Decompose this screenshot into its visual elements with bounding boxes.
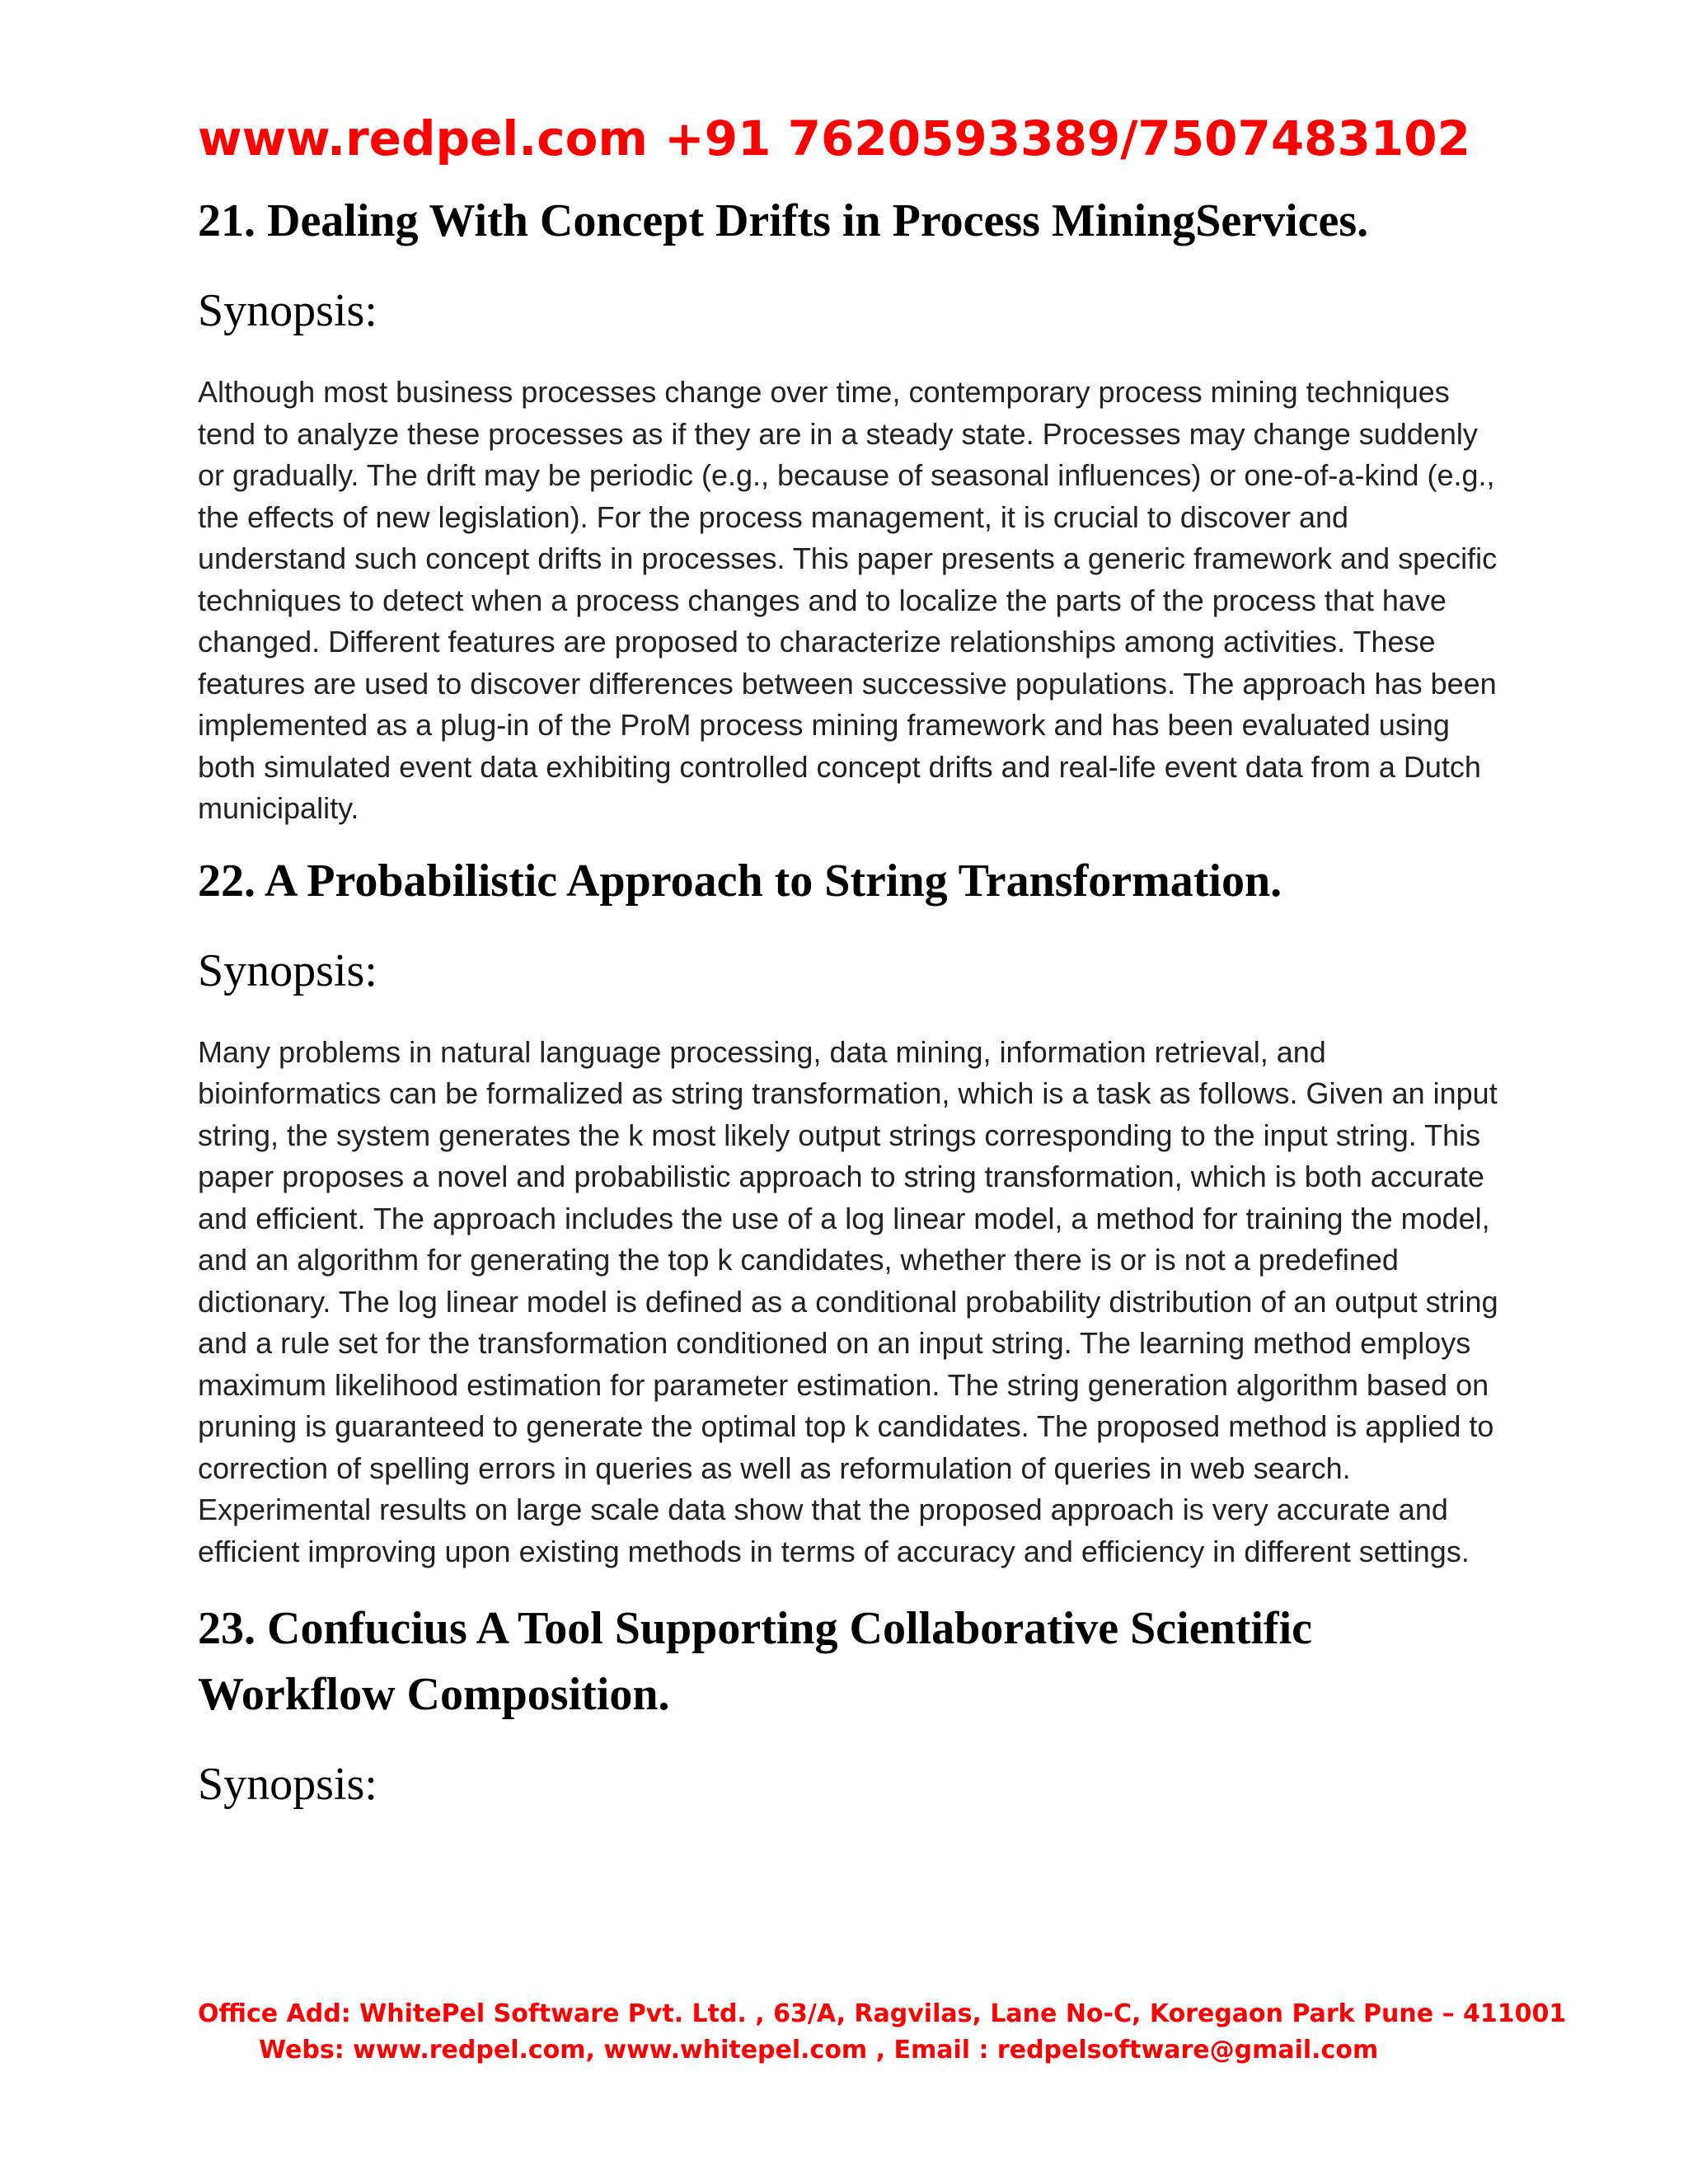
contact-header: www.redpel.com +91 7620593389/7507483102	[198, 110, 1470, 166]
section-heading: 21. Dealing With Concept Drifts in Process MiningServices.	[198, 195, 1369, 246]
section-23	[198, 1596, 1500, 1817]
section-heading: 22. A Probabilistic Approach to String Transformation.	[198, 855, 1282, 907]
footer-websites: Webs: www.redpel.com, www.whitepel.com , Email : redpelsoftware@gmail.com	[259, 2036, 1379, 2064]
section-21	[198, 188, 1500, 830]
synopsis-body: Although most business processes change over time, contemporary process mining techniques tend to analyze these processes as if they are in a steady state. Processes may change suddenly or gradually. The drift may be periodic (e.g., because of seasonal influences) or one-of-a-kind (e.g., the effects of new legislation). For the process management, it is crucial to discover and understand such concept drifts in processes. This paper presents a generic framework and specific techniques to detect when a process changes and to localize the parts of the process that have changed. Different features are proposed to characterize relationships among activities. These features are used to discover differences between successive populations. The approach has been implemented as a plug-in of the ProM process mining framework and has been evaluated using both simulated event data exhibiting controlled concept drifts and real-life event data from a Dutch municipality.	[198, 375, 1498, 825]
synopsis-label: Synopsis:	[198, 285, 377, 336]
synopsis-label: Synopsis:	[198, 944, 377, 996]
synopsis-label: Synopsis:	[198, 1759, 377, 1810]
section-heading: 23. Confucius A Tool Supporting Collaborative Scientific Workflow Composition.	[198, 1603, 1312, 1720]
footer-address: Office Add: WhitePel Software Pvt. Ltd. , 63/A, Ragvilas, Lane No-C, Koregaon Park Pune – 411001	[198, 1999, 1567, 2028]
synopsis-body: Many problems in natural language processing, data mining, information retrieval, and bioinformatics can be formalized as string transformation, which is a task as follows. Given an input string, the system generates the k most likely output strings corresponding to the input string. This paper proposes a novel and probabilistic approach to string transformation, which is both accurate and efficient. The approach includes the use of a log linear model, a method for training the model, and an algorithm for generating the top k candidates, whether there is or is not a predefined dictionary. The log linear model is defined as a conditional probability distribution of an output string and a rule set for the transformation conditioned on an input string. The learning method employs maximum likelihood estimation for parameter estimation. The string generation algorithm based on pruning is guaranteed to generate the optimal top k candidates. The proposed method is applied to correction of spelling errors in queries as well as reformulation of queries in web search. Experimental results on large scale data show that the proposed approach is very accurate and efficient improving upon existing methods in terms of accuracy and efficiency in different settings.	[198, 1034, 1498, 1568]
document-content	[198, 188, 1500, 1817]
section-22	[198, 848, 1500, 1573]
